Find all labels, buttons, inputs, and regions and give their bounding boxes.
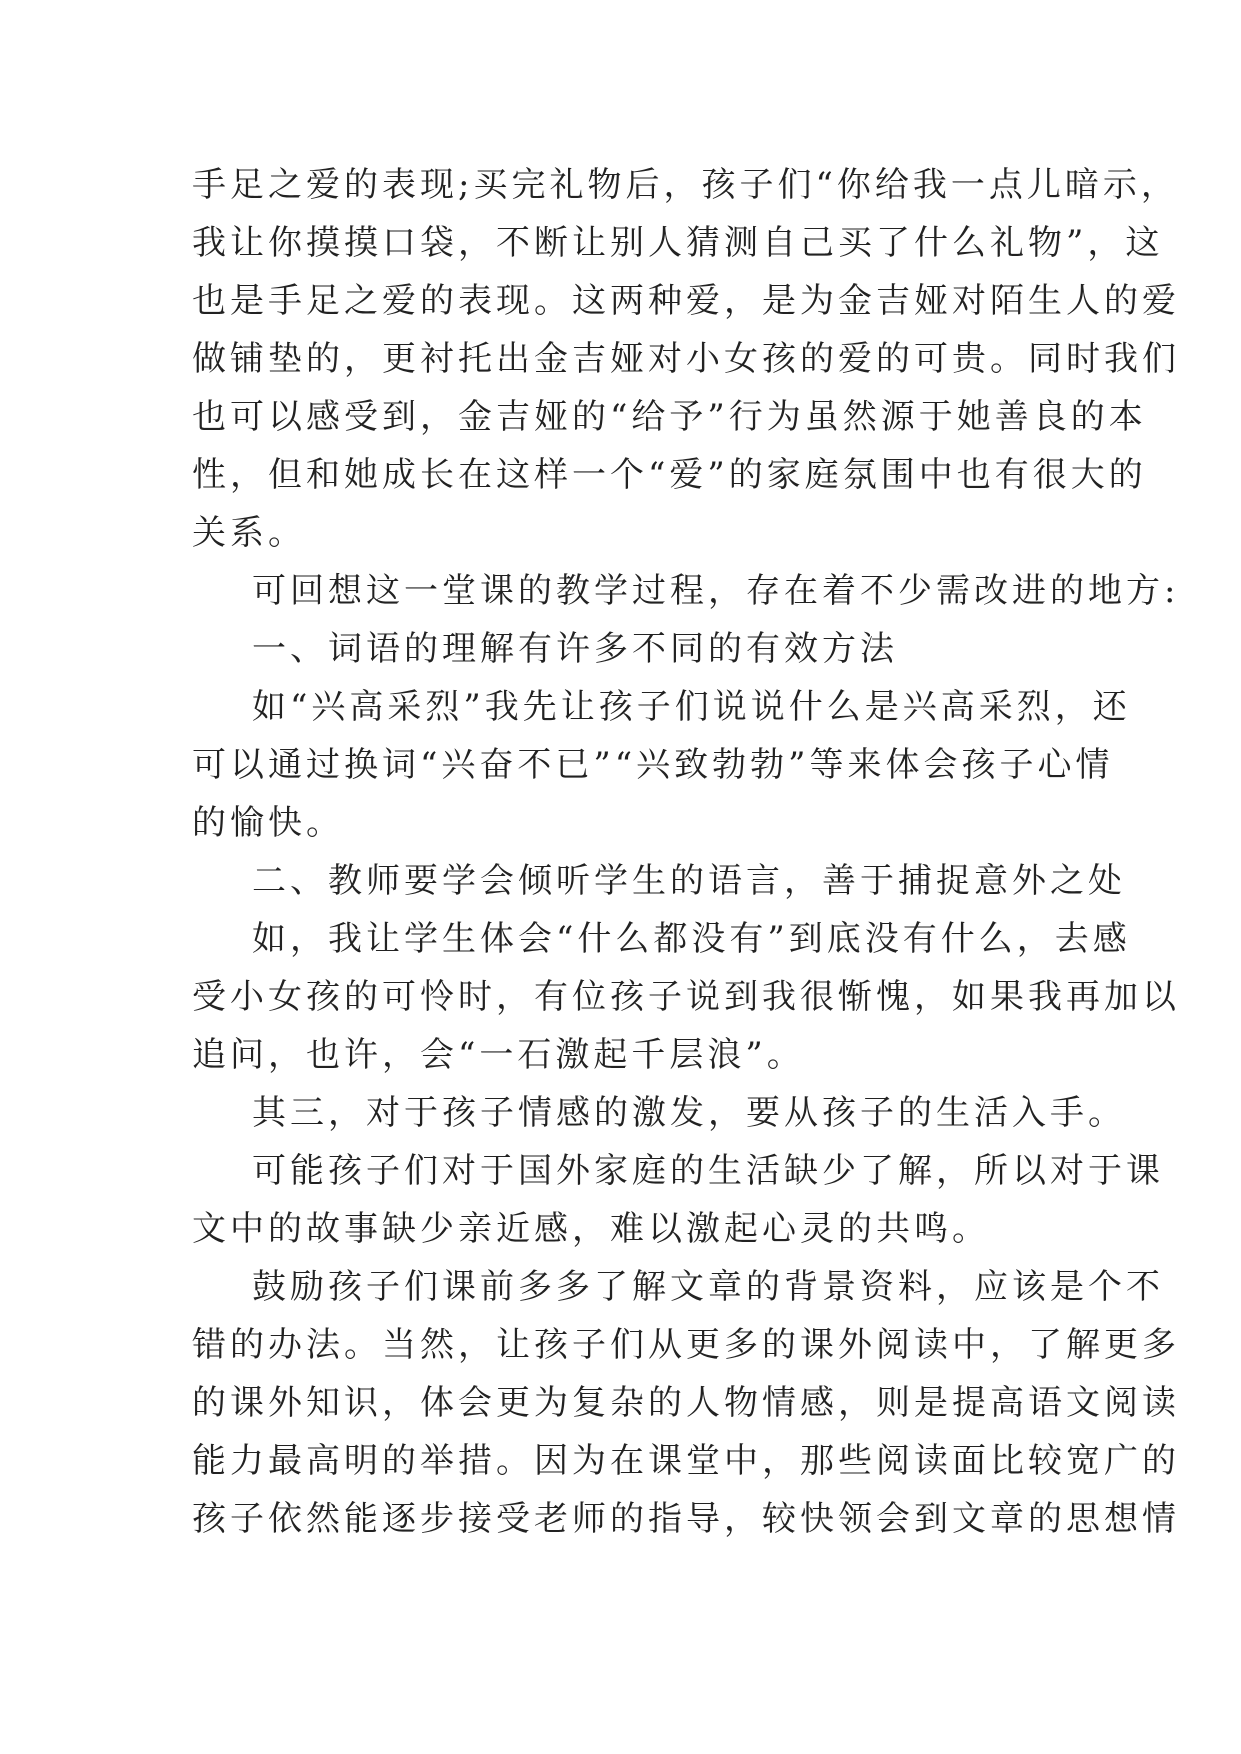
text-line: 受小女孩的可怜时，有位孩子说到我很惭愧，如果我再加以 bbox=[192, 977, 1180, 1017]
text-line: 文中的故事缺少亲近感，难以激起心灵的共鸣。 bbox=[192, 1209, 990, 1249]
text-line: 其三，对于孩子情感的激发，要从孩子的生活入手。 bbox=[252, 1093, 1126, 1133]
text-line: 如，我让学生体会“什么都没有”到底没有什么，去感 bbox=[252, 919, 1131, 959]
text-line: 手足之爱的表现;买完礼物后，孩子们“你给我一点儿暗示， bbox=[192, 165, 1179, 205]
text-line: 能力最高明的举措。因为在课堂中，那些阅读面比较宽广的 bbox=[192, 1441, 1180, 1481]
text-line: 鼓励孩子们课前多多了解文章的背景资料，应该是个不 bbox=[252, 1267, 1164, 1307]
text-line: 也是手足之爱的表现。这两种爱，是为金吉娅对陌生人的爱 bbox=[192, 281, 1180, 321]
text-line: 如“兴高采烈”我先让孩子们说说什么是兴高采烈，还 bbox=[252, 687, 1131, 727]
text-line: 可回想这一堂课的教学过程，存在着不少需改进的地方: bbox=[252, 571, 1180, 611]
text-line: 可以通过换词“兴奋不已”“兴致勃勃”等来体会孩子心情 bbox=[192, 745, 1114, 785]
text-line: 一、词语的理解有许多不同的有效方法 bbox=[252, 629, 898, 669]
text-line: 关系。 bbox=[192, 513, 306, 553]
text-line: 可能孩子们对于国外家庭的生活缺少了解，所以对于课 bbox=[252, 1151, 1164, 1191]
text-line: 性，但和她成长在这样一个“爱”的家庭氛围中也有很大的 bbox=[192, 455, 1147, 495]
text-line: 追问，也许，会“一石激起千层浪”。 bbox=[192, 1035, 805, 1075]
text-line: 的愉快。 bbox=[192, 803, 344, 843]
text-line: 也可以感受到，金吉娅的“给予”行为虽然源于她善良的本 bbox=[192, 397, 1147, 437]
text-line: 的课外知识，体会更为复杂的人物情感，则是提高语文阅读 bbox=[192, 1383, 1180, 1423]
text-line: 做铺垫的，更衬托出金吉娅对小女孩的爱的可贵。同时我们 bbox=[192, 339, 1180, 379]
text-line: 二、教师要学会倾听学生的语言，善于捕捉意外之处 bbox=[252, 861, 1126, 901]
document-body bbox=[192, 156, 1180, 1548]
text-line: 我让你摸摸口袋，不断让别人猜测自己买了什么礼物”，这 bbox=[192, 223, 1164, 263]
text-line: 错的办法。当然，让孩子们从更多的课外阅读中，了解更多 bbox=[192, 1325, 1180, 1365]
text-line: 孩子依然能逐步接受老师的指导，较快领会到文章的思想情 bbox=[192, 1499, 1180, 1539]
